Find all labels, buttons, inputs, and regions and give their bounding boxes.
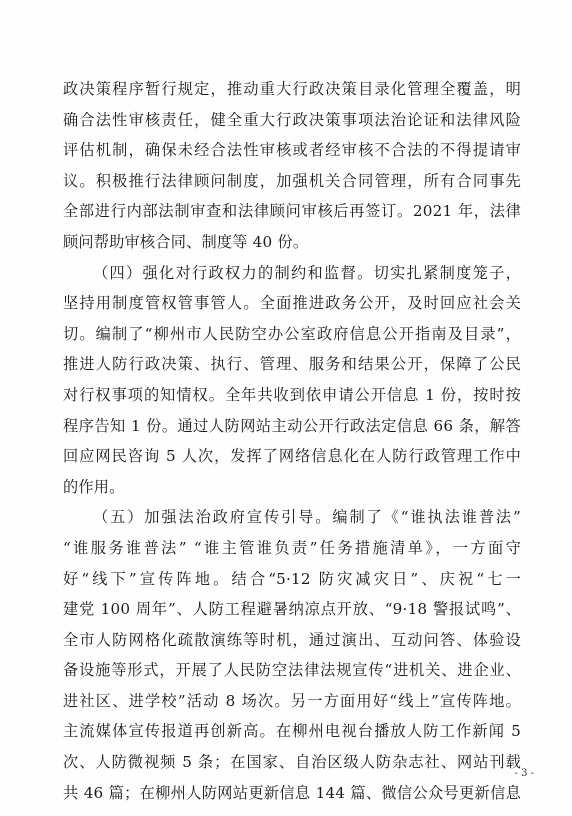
text-line: 评估机制，确保未经合法性审核或者经审核不合法的不得提请审 [63,141,521,160]
text-line: 回应网民咨询 5 人次，发挥了网络信息化在人防行政管理工作中 [63,447,521,466]
text-line: 切。编制了“柳州市人民防空办公室政府信息公开指南及目录”， [63,324,521,343]
body-text [63,74,521,808]
text-line: 共 46 篇；在柳州人防网站更新信息 144 篇、微信公众号更新信息 [63,783,521,802]
text-line: 主流媒体宣传报道再创新高。在柳州电视台播放人防工作新闻 5 [63,722,521,741]
text-line: 备设施等形式，开展了人民防空法律法规宣传“进机关、进企业、 [63,661,521,680]
text-line: 程序告知 1 份。通过人防网站主动公开行政法定信息 66 条，解答 [63,416,521,435]
text-line: 推进人防行政决策、执行、管理、服务和结果公开，保障了公民 [63,355,521,374]
text-line: 对行权事项的知情权。全年共收到依申请公开信息 1 份，按时按 [63,385,521,404]
text-line: 确合法性审核责任，健全重大行政决策事项法治论证和法律风险 [63,110,521,129]
text-line: 顾问帮助审核合同、制度等 40 份。 [63,232,309,251]
text-line: 好“线下”宣传阵地。结合“5·12 防灾减灾日”、庆祝“七一 [63,569,521,588]
page-number: - 3 - [514,768,534,779]
text-line: 政决策程序暂行规定，推动重大行政决策目录化管理全覆盖，明 [63,80,521,98]
text-line: 坚持用制度管权管事管人。全面推进政务公开，及时回应社会关 [63,294,521,313]
text-line: 次、人防微视频 5 条；在国家、自治区级人防杂志社、网站刊载 [63,753,521,772]
text-line: 进社区、进学校”活动 8 场次。另一方面用好“线上”宣传阵地。 [63,691,521,710]
text-line: （四）强化对行政权力的制约和监督。切实扎紧制度笼子， [93,263,521,282]
text-line: 全市人防网格化疏散演练等时机，通过演出、互动问答、体验设 [63,630,521,649]
text-line: 建党 100 周年”、人防工程避暑纳凉点开放、“9·18 警报试鸣”、 [63,600,521,619]
text-line: 议。积极推行法律顾问制度，加强机关合同管理，所有合同事先 [63,171,521,190]
text-line: “谁服务谁普法” “谁主管谁负责”任务措施清单》，一方面守 [63,538,521,557]
text-line: 全部进行内部法制审查和法律顾问审核后再签订。2021 年，法律 [63,202,521,221]
text-line: 的作用。 [63,477,125,496]
text-line: （五）加强法治政府宣传引导。编制了《“谁执法谁普法” [93,508,521,527]
